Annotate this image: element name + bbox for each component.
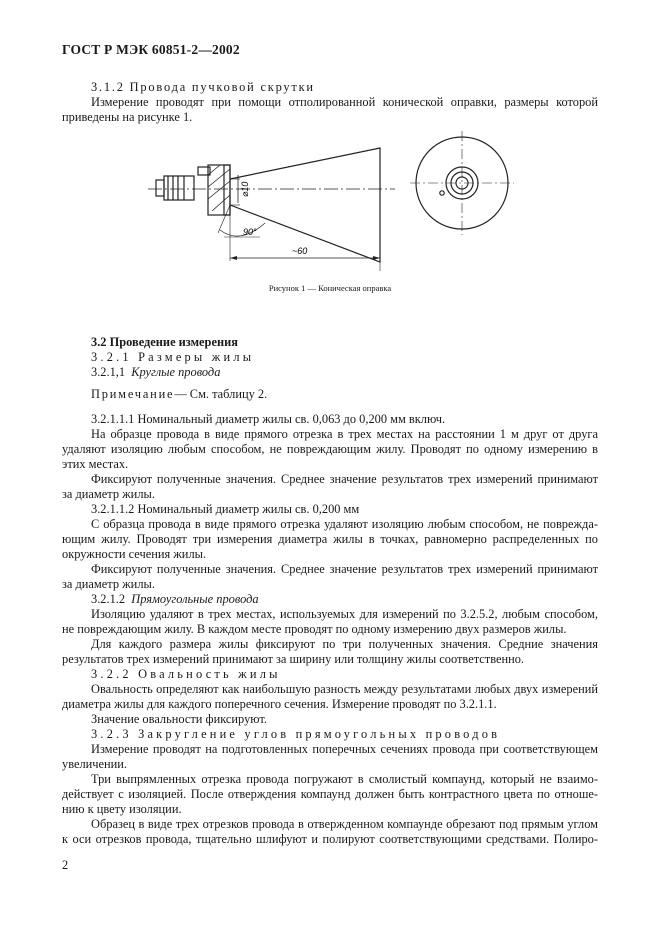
shaft-end (156, 180, 164, 196)
conical-mandrel-figure (140, 125, 520, 275)
angle-label: 90° (243, 227, 257, 237)
paragraph-line: Овальность определяют как наибольшую разность между результатами любых двух измерений (91, 682, 598, 696)
figure-caption: Рисунок 1 — Коническая оправка (268, 283, 392, 293)
paragraph-line: за диаметр жилы. (62, 577, 155, 591)
section-3-1-2-title: 3.1.2 Провода пучковой скрутки (91, 80, 315, 94)
paragraph-line: удаляют изоляцию любым способом, не повреждающим жилу. Проводят по одному измерению в (62, 442, 598, 456)
paragraph-line: Образец в виде трех отрезков провода в отвержденном компаунде обрезают под прямым углом (91, 817, 598, 831)
section-3-2-title: 3.2 Проведение измерения (91, 335, 238, 349)
section-title: Прямоугольные провода (131, 592, 259, 606)
page-number: 2 (62, 858, 69, 872)
paragraph-line: С образца провода в виде прямого отрезка удаляют изоляцию любым способом, не поврежда- (91, 517, 598, 531)
note-label: Примечание (91, 387, 175, 401)
paragraph-line: ющим жилу. Проводят три измерения диаметра жилы в точках, равномерно распределенных по (62, 532, 598, 546)
page-header: ГОСТ Р МЭК 60851-2—2002 (62, 42, 240, 57)
paragraph-line: увеличении. (62, 757, 128, 771)
paragraph-line: Фиксируют полученные значения. Среднее значение результатов трех измерений принимают (91, 472, 598, 486)
paragraph-line: Значение овальности фиксируют. (91, 712, 267, 726)
paragraph-line: Для каждого размера жилы фиксируют по три полученных значения. Средние значения (91, 637, 598, 651)
paragraph-line: этих местах. (62, 457, 129, 471)
section-3-2-1-title: 3.2.1 Размеры жилы (91, 350, 255, 364)
section-3-2-1-1-2-title: 3.2.1.1.2 Номинальный диаметр жилы св. 0,200 мм (91, 502, 360, 516)
section-3-2-1-2-title (91, 592, 259, 607)
paragraph-line: Измерение проводят при помощи отполированной конической оправки, размеры которой (91, 95, 598, 109)
cone (230, 148, 380, 262)
section-number: 3.2.1.2 (91, 592, 126, 606)
paragraph-line: Три выпрямленных отрезка провода погружают в смолистый компаунд, который не взаимо- (91, 772, 598, 786)
paragraph-line: Изоляцию удаляют в трех местах, используемых для измерений по 3.2.5.2, любым способом, (91, 607, 598, 621)
paragraph-line: не повреждающим жилу. В каждом месте проводят по одному измерению двух размеров жилы. (62, 622, 567, 636)
paragraph-line: окружности сечения жилы. (62, 547, 207, 561)
diameter-label: ⌀10 (240, 181, 250, 197)
note (91, 387, 267, 402)
paragraph-line: за диаметр жилы. (62, 487, 155, 501)
section-3-2-1-1-1-title: 3.2.1.1.1 Номинальный диаметр жилы св. 0,063 до 0,200 мм включ. (91, 412, 446, 426)
section-number: 3.2.1,1 (91, 365, 126, 379)
section-3-2-2-title: 3.2.2 Овальность жилы (91, 667, 281, 681)
paragraph-line: к оси отрезков провода, тщательно шлифуют и полируют соответствующими средствами. Полиро- (62, 832, 598, 846)
paragraph-line: действует с изоляцией. После отверждения компаунд должен быть контрастного цвета по отноше- (62, 787, 598, 801)
section-title: Круглые провода (131, 365, 221, 379)
paragraph-line: На образце провода в виде прямого отрезка в трех местах на расстоянии 1 м друг от друга (91, 427, 598, 441)
paragraph-line: приведены на рисунке 1. (62, 110, 193, 124)
paragraph-line: Фиксируют полученные значения. Среднее значение результатов трех измерений принимают (91, 562, 598, 576)
section-3-2-1-1-title (91, 365, 220, 380)
paragraph-line: Измерение проводят на подготовленных поперечных сечениях провода при соответствующем (91, 742, 598, 756)
note-text: — См. таблицу 2. (174, 387, 268, 401)
paragraph-line: диаметра жилы для каждого поперечного сечения. Измерение проводят по 3.2.1.1. (62, 697, 497, 711)
section-3-2-3-title: 3.2.3 Закругление углов прямоугольных проводов (91, 727, 501, 741)
length-label: ~60 (292, 246, 308, 256)
paragraph-line: результатов трех измерений принимают за ширину или толщину жилы соответственно. (62, 652, 525, 666)
paragraph-line: нию к цвету изоляции. (62, 802, 182, 816)
